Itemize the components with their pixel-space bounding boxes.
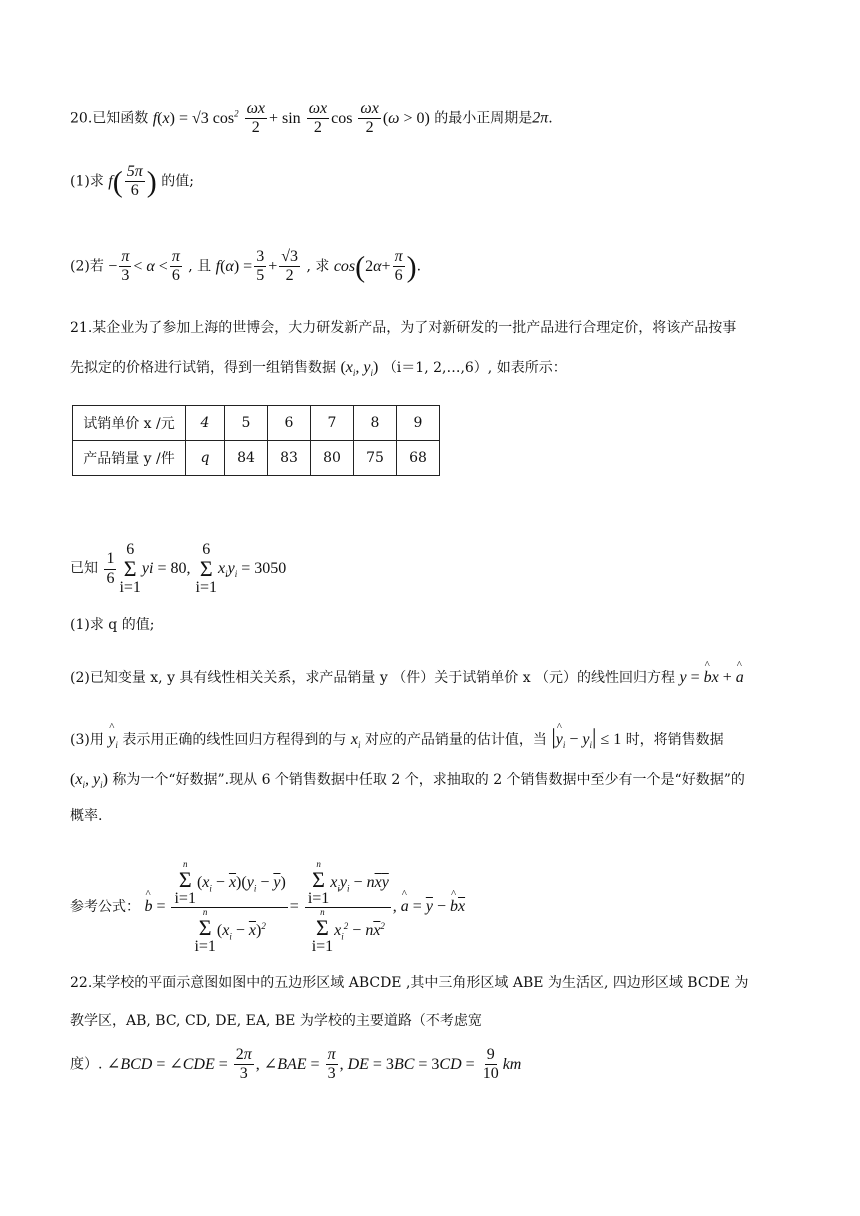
q21-part3-line1: (3)用 ^ $y_i$ 表示用正确的线性回归方程得到的与 $x_i$ 对应的产品销量的估计值，当 |^ $y_i - y_i| \le 1$ 时，将销售数据 <box>70 724 724 751</box>
q21-statement-line2: 先拟定的价格进行试销，得到一组销售数据 ($x_i$, $y_i$) （i＝1, 2,…,6）, 如表所示： <box>70 359 567 379</box>
table-cell: 80 <box>311 441 354 476</box>
q20-function-formula: f(x) = √3 $\cos^2$ $\frac{\omega x}{2}$ + sin $\frac{\omega x}{2}$ cos $\frac{\omega x}{2}$ (ω > 0) <box>152 100 430 137</box>
q21-statement-line1: 21.某企业为了参加上海的世博会，大力研发新产品，为了对新研发的一批产品进行合理定价，将该产品按事 <box>70 320 737 336</box>
q21-data-pair: ($x_i$, $y_i$) <box>340 359 379 379</box>
table-row <box>73 441 440 476</box>
table-cell: 83 <box>268 441 311 476</box>
q20-part2-range: − $\frac{\pi}{3}$ < α < $\frac{\pi}{6}$ <box>108 248 180 285</box>
q21-reference-formula: 参考公式： ^ b = n Σ i=1 $(x_i - \overline{x})(y_i - \overline{y})$ n Σ i=1 $(x_i - \overline{x})^2$ = n Σ i=1 $x_iy_i - n\overline{x}\overline{y}$ n Σ i=1 $x_i^2 - n\overline{x}^2$ , ^ $a = \overline{y}$ − ^ $b\overline{x}$ <box>70 860 465 955</box>
q20-part2: (2)若 − $\frac{\pi}{3}$ < α < $\frac{\pi}{6}$ , 且 f(α) = $\frac{3}{5}$ + $\frac{√3}{2}$ , 求 cos(2α+ $\frac{\pi}{6}$ ). <box>70 248 422 285</box>
table-cell: 7 <box>311 406 354 441</box>
table-cell: 5 <box>225 406 268 441</box>
q21-given: 已知 $\frac{1}{6}$ 6 Σ i=1 yi = 80, 6 Σ i=1 $x_iy_i = 3050$ <box>70 541 287 596</box>
table-cell: 4 <box>186 406 225 441</box>
q21-xi-symbol: $x_i$ <box>350 731 361 751</box>
q21-regression-equation: y = ^ bx + ^ a <box>680 669 744 686</box>
q22-statement-line1: 22.某学校的平面示意图如图中的五边形区域 ABCDE ,其中三角形区域 ABE 为生活区, 四边形区域 BCDE 为 <box>70 975 749 991</box>
table-cell: 68 <box>397 441 440 476</box>
table-row <box>73 406 440 441</box>
q22-statement-line3: 度）. ∠BCD = ∠CDE = $\frac{2\pi}{3}$ , ∠BAE = $\frac{\pi}{3}$ , DE = 3BC = 3CD = $\frac{9}{10}$ km <box>70 1046 522 1083</box>
table-cell: q <box>186 441 225 476</box>
q21-part2: (2)已知变量 x, y 具有线性相关关系，求产品销量 y （件）关于试销单价 x （元）的线性回归方程 y = ^ bx + ^ a <box>70 668 744 687</box>
q22-conditions-formula: ∠BCD = ∠CDE = $\frac{2\pi}{3}$ , ∠BAE = $\frac{\pi}{3}$ , DE = 3BC = 3CD = $\frac{9}{10}$ km <box>106 1046 522 1083</box>
q20-part2-target: cos(2α+ $\frac{\pi}{6}$ ) <box>333 248 417 285</box>
table-cell: 84 <box>225 441 268 476</box>
table-cell: 6 <box>268 406 311 441</box>
q21-sales-table <box>72 405 440 476</box>
table-row-label: 产品销量 y /件 <box>73 441 186 476</box>
q21-yhat-symbol: ^ $y_i$ <box>108 731 118 748</box>
q20-part2-condition: f(α) = $\frac{3}{5}$ + $\frac{√3}{2}$ <box>215 248 298 285</box>
q22-statement-line2: 教学区，AB, BC, CD, DE, EA, BE 为学校的主要道路（不考虑宽 <box>70 1013 482 1029</box>
table-row-label: 试销单价 x /元 <box>73 406 186 441</box>
q20-statement: 20.已知函数 f(x) = √3 $\cos^2$ $\frac{\omega x}{2}$ + sin $\frac{\omega x}{2}$ cos $\frac{\omega x}{2}$ (ω > 0) 的最小正周期是2π. <box>70 100 553 137</box>
q21-part3-line2: ($x_i$, $y_i$) 称为一个“好数据”.现从 6 个销售数据中任取 2 个，求抽取的 2 个销售数据中至少有一个是“好数据”的 <box>70 771 745 791</box>
table-cell: 8 <box>354 406 397 441</box>
table-cell: 9 <box>397 406 440 441</box>
q21-given-formula: $\frac{1}{6}$ 6 Σ i=1 yi = 80, 6 Σ i=1 $x_iy_i = 3050$ <box>106 541 287 596</box>
q20-part1: (1)求 f( $\frac{5\pi}{6}$ ) 的值; <box>70 163 194 200</box>
q20-lead: 已知函数 <box>92 110 149 127</box>
table-cell: 75 <box>354 441 397 476</box>
q21-data-pair-2: ($x_i$, $y_i$) <box>70 771 108 791</box>
q21-good-data-condition: |^ $y_i - y_i| \le 1$ <box>551 731 621 748</box>
q21-part3-line3: 概率. <box>70 808 103 824</box>
q20-part1-formula: f( $\frac{5\pi}{6}$ ) <box>108 163 157 200</box>
q21-formula-b: ^ b = n Σ i=1 $(x_i - \overline{x})(y_i - \overline{y})$ n Σ i=1 $(x_i - \overline{x})^2$ = n Σ i=1 $x_iy_i - n\overline{x}\overline{y}$ n Σ i=1 $x_i^2 - n\overline{x}^2$ , ^ $a = \overline{y}$ − ^ $b\overline{x}$ <box>144 898 465 915</box>
q21-part1: (1)求 q 的值; <box>70 617 155 633</box>
